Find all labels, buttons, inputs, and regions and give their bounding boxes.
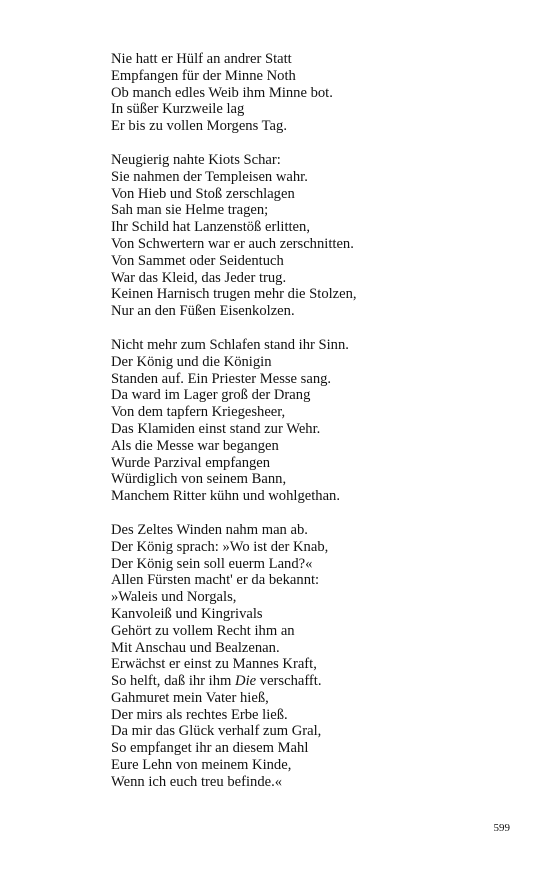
poem-line: Eure Lehn von meinem Kinde, [111, 757, 292, 774]
poem-line: Mit Anschau und Bealzenan. [111, 639, 280, 656]
stanza [111, 51, 511, 135]
poem-line: Gahmuret mein Vater hieß, [111, 689, 269, 706]
poem-line: Nicht mehr zum Schlafen stand ihr Sinn. [111, 336, 349, 353]
poem-line: Von Hieb und Stoß zerschlagen [111, 185, 295, 202]
stanza [111, 337, 511, 505]
poem-line: Sie nahmen der Templeisen wahr. [111, 168, 308, 185]
stanza [111, 522, 511, 791]
poem-line: Von Schwertern war er auch zerschnitten. [111, 235, 354, 252]
poem-line-segment: So helft, daß ihr ihm [111, 673, 236, 690]
poem-line: Der König sein soll euerm Land?« [111, 555, 313, 572]
poem-line-emphasis: Die [235, 673, 257, 690]
poem-line: Standen auf. Ein Priester Messe sang. [111, 370, 332, 387]
poem-line: In süßer Kurzweile lag [111, 101, 245, 118]
poem-line: Manchem Ritter kühn und wohlgethan. [111, 488, 340, 505]
poem-line: Des Zeltes Winden nahm man ab. [111, 521, 308, 538]
poem-line: Ob manch edles Weib ihm Minne bot. [111, 84, 333, 101]
poem-line: Gehört zu vollem Recht ihm an [111, 622, 295, 639]
poem-line: Kanvoleiß und Kingrivals [111, 605, 263, 622]
poem-line: Als die Messe war begangen [111, 437, 279, 454]
poem-line: Wurde Parzival empfangen [111, 454, 271, 471]
poem-line: Der mirs als rechtes Erbe ließ. [111, 706, 288, 723]
poem-line: Das Klamiden einst stand zur Wehr. [111, 420, 321, 437]
poem-line: Von dem tapfern Kriegesheer, [111, 404, 286, 421]
poem-line: Würdiglich von seinem Bann, [111, 471, 287, 488]
poem-line: Von Sammet oder Seidentuch [111, 252, 284, 269]
poem-line: Sah man sie Helme tragen; [111, 202, 269, 219]
poem-text [111, 51, 511, 808]
poem-line: Ihr Schild hat Lanzenstöß erlitten, [111, 219, 310, 236]
poem-line: Wenn ich euch treu befinde.« [111, 773, 283, 790]
poem-line: Der König sprach: »Wo ist der Knab, [111, 538, 329, 555]
poem-line: Da mir das Glück verhalf zum Gral, [111, 723, 322, 740]
poem-line: Der König und die Königin [111, 353, 272, 370]
poem-line: Da ward im Lager groß der Drang [111, 387, 311, 404]
poem-line: Nur an den Füßen Eisenkolzen. [111, 303, 295, 320]
poem-line: Keinen Harnisch trugen mehr die Stolzen, [111, 286, 357, 303]
poem-line: Empfangen für der Minne Noth [111, 67, 296, 84]
page-number: 599 [493, 822, 510, 834]
poem-line: Nie hatt er Hülf an andrer Statt [111, 51, 292, 67]
poem-line: Allen Fürsten macht' er da bekannt: [111, 572, 320, 589]
poem-line: Neugierig nahte Kiots Schar: [111, 151, 281, 168]
poem-line: War das Kleid, das Jeder trug. [111, 269, 287, 286]
poem-line: So empfanget ihr an diesem Mahl [111, 740, 309, 757]
poem-line-segment: verschafft. [256, 673, 322, 690]
poem-line [111, 673, 511, 690]
poem-line: Erwächst er einst zu Mannes Kraft, [111, 656, 317, 673]
poem-line: Er bis zu vollen Morgens Tag. [111, 118, 287, 135]
stanza [111, 152, 511, 320]
poem-line: »Waleis und Norgals, [111, 589, 237, 606]
